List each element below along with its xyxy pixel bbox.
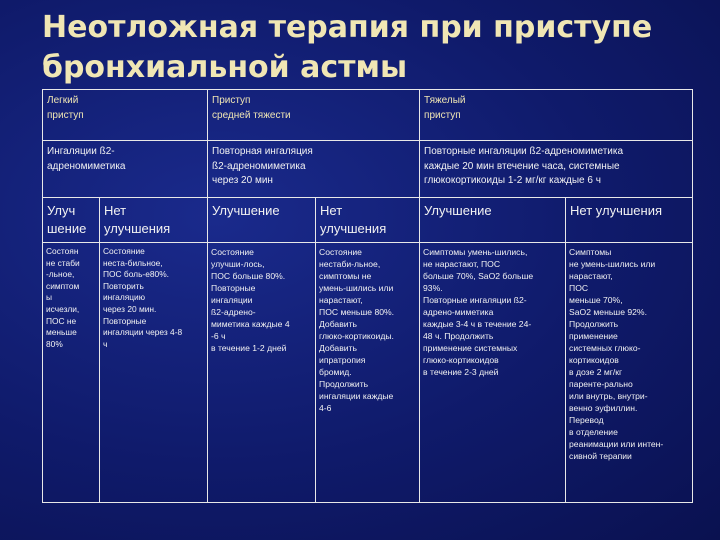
cell-line: глюко-кортикоиды. [319,331,394,341]
cell-line: адреномиметика [47,160,126,172]
cell-line: Повторные [211,283,256,293]
cell-line: средней тяжести [212,109,291,121]
cell-line: не нарастают, ПОС [423,259,501,269]
cell-line: исчезли, [46,303,80,314]
cell-line: Состояние [211,247,254,257]
therapy-moderate [208,141,420,198]
cell-line: не стаби [46,257,80,268]
cell-line: больше 70%, SaO2 больше [423,271,534,281]
cell-line: -льное, [46,269,75,280]
cell-line: применение системных [423,343,518,353]
cell-line: ПОС меньше 80%. [319,307,395,317]
header-moderate [208,90,420,141]
action-moderate-improved [208,243,316,503]
cell-line: Состояние [319,247,362,257]
cell-line: миметика каждые 4 [211,319,290,329]
cell-line: в отделение [569,427,618,437]
action-mild-not-improved [100,243,208,503]
cell-line: адрено-миметика [423,307,494,317]
cell-line: Состояние [103,246,145,256]
cell-line: неста-бильное, [103,257,163,268]
header-mild [43,90,208,141]
cell-line: симптом [46,280,80,291]
cell-line: Состоян [46,246,79,256]
cell-line: Легкий [47,95,79,106]
cell-line: Повторные ингаляции ß2- [423,295,527,305]
cell-line: кортикоидов [569,355,619,365]
title-line-1: Неотложная терапия при приступе [42,10,653,45]
action-severe-not-improved [566,243,693,503]
cell-line: улучшения [104,221,171,236]
cell-line: глюкокортикоиды 1-2 мг/кг каждые 6 ч [424,175,601,186]
initial-therapy-row [43,141,693,198]
cell-line: приступ [47,109,84,121]
cell-line: через 20 мин. [103,303,157,314]
cell-line: Повторные ингаляции ß2-адреномиметика [424,146,624,157]
action-severe-improved [420,243,566,503]
cell-line: Нет [104,203,127,218]
cell-line: Тяжелый [424,95,466,106]
cell-line: 80% [46,338,63,349]
cell-line: или внутрь, внутри- [569,391,648,401]
cell-line: Улучшение [212,203,280,218]
cell-line: улучшения [320,221,387,236]
outcome-mild-not-improved [100,198,208,243]
cell-line: реанимации или интен- [569,439,664,449]
header-row [43,90,693,141]
cell-line: шение [47,221,87,236]
cell-line: Нет улучшения [570,203,662,218]
cell-line: ПОС [569,283,589,293]
cell-line: Добавить [319,319,357,329]
cell-line: ПОС боль-е80%. [103,269,169,280]
cell-line: бромид. [319,367,352,377]
cell-line: приступ [424,109,461,121]
cell-line: Симптомы умень-шились, [423,247,528,257]
cell-line: меньше [46,327,77,338]
therapy-severe [420,141,693,198]
cell-line: симптомы не [319,271,372,281]
cell-line: нарастают, [569,271,613,281]
cell-line: ингаляции через 4-8 [103,327,183,338]
cell-line: паренте-рально [569,379,633,389]
cell-line: системных глюко- [569,343,641,353]
cell-line: не умень-шились или [569,259,656,269]
cell-line: Перевод [569,415,604,425]
cell-line: ПОС не [46,315,77,326]
cell-line: ч [103,338,108,349]
cell-line: нарастают, [319,295,363,305]
cell-line: Продолжить [319,379,369,389]
cell-line: Повторная ингаляция [212,146,313,157]
cell-line: ы [46,292,53,303]
cell-line: Улуч [47,203,76,218]
cell-line: улучши-лось, [211,259,265,269]
cell-line: 48 ч. Продолжить [423,331,494,341]
cell-line: глюко-кортикоидов [423,355,499,365]
cell-line: нестаби-льное, [319,259,381,269]
cell-line: сивной терапии [569,451,632,461]
title-line-2: бронхиальной астмы [42,50,408,85]
outcome-row [43,198,693,243]
outcome-moderate-improved [208,198,316,243]
outcome-moderate-not-improved [316,198,420,243]
cell-line: Приступ [212,95,251,106]
cell-line: 4-6 [319,403,332,413]
action-mild-improved [43,243,100,503]
cell-line: Добавить [319,343,357,353]
cell-line: через 20 мин [212,175,273,186]
cell-line: в течение 2-3 дней [423,367,499,377]
header-severe [420,90,693,141]
outcome-severe-not-improved [566,198,693,243]
cell-line: 93%. [423,283,443,293]
cell-line: Улучшение [424,203,492,218]
cell-line: ß2-адреномиметика [212,160,306,172]
cell-line: в течение 1-2 дней [211,343,287,353]
therapy-table [42,89,693,503]
outcome-mild-improved [43,198,100,243]
cell-line: ß2-адрено- [211,307,256,317]
cell-line: венно эуфиллин. [569,403,638,413]
cell-line: SaO2 меньше 92%. [569,307,647,317]
cell-line: -6 ч [211,331,226,341]
cell-line: Продолжить [569,319,619,329]
action-row [43,243,693,503]
cell-line: каждые 3-4 ч в течение 24- [423,319,532,329]
cell-line: ПОС больше 80%. [211,271,286,281]
page-title [42,8,702,88]
cell-line: ингаляции каждые [319,391,394,401]
cell-line: применение [569,331,618,341]
cell-line: ипратропия [319,355,366,365]
action-moderate-not-improved [316,243,420,503]
cell-line: Ингаляции ß2- [47,146,115,157]
cell-line: в дозе 2 мг/кг [569,367,623,377]
cell-line: ингаляцию [103,292,146,303]
cell-line: Повторные [103,315,147,326]
cell-line: ингаляции [211,295,253,305]
cell-line: каждые 20 мин втечение часа, системные [424,160,620,172]
cell-line: Нет [320,203,343,218]
cell-line: Симптомы [569,247,612,257]
cell-line: Повторить [103,280,144,291]
cell-line: умень-шились или [319,283,394,293]
therapy-mild [43,141,208,198]
cell-line: меньше 70%, [569,295,623,305]
outcome-severe-improved [420,198,566,243]
